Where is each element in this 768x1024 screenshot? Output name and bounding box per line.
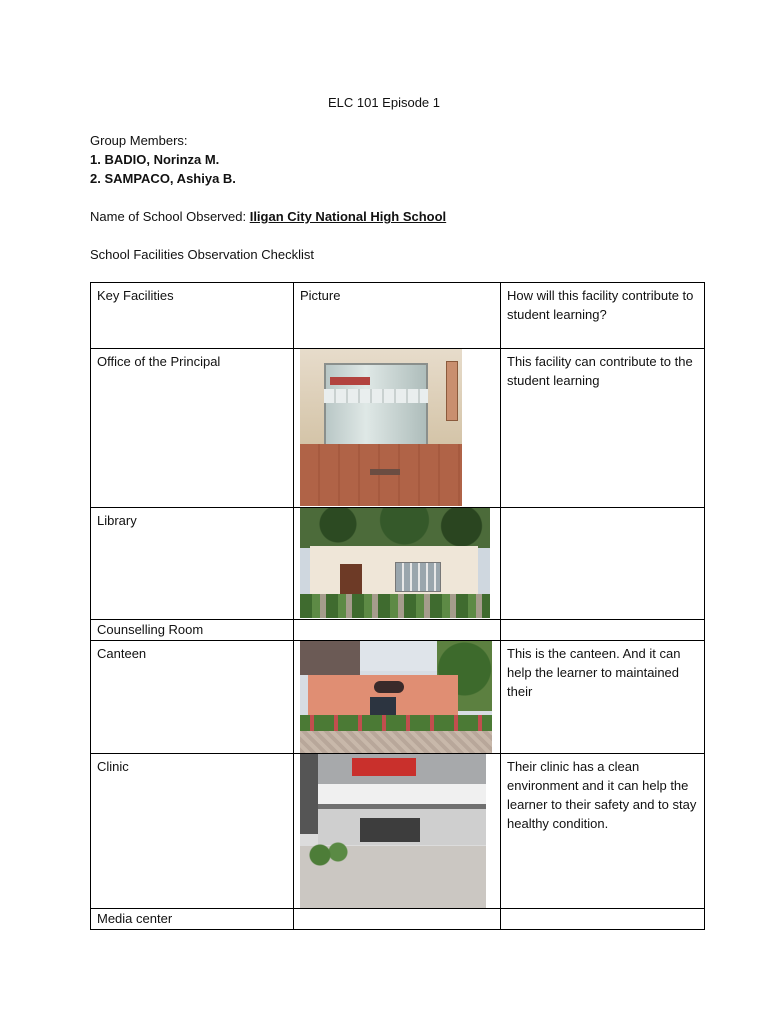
header-key-facilities: Key Facilities: [91, 283, 294, 349]
checklist-title: School Facilities Observation Checklist: [90, 247, 314, 262]
contribution-text: Their clinic has a clean environment and it can help the learner to their safety and to stay healthy condition.: [501, 754, 705, 909]
contribution-text: This is the canteen. And it can help the learner to maintained their: [501, 641, 705, 754]
header-picture: Picture: [294, 283, 501, 349]
facility-name: Clinic: [91, 754, 294, 909]
glass-door-office-photo: [300, 349, 462, 506]
table-row: [91, 909, 705, 930]
member-2: 2. SAMPACO, Ashiya B.: [90, 171, 236, 186]
document-title: ELC 101 Episode 1: [327, 95, 441, 110]
library-building-photo: [300, 508, 490, 618]
facility-name: Counselling Room: [91, 620, 294, 641]
picture-cell: [294, 641, 501, 754]
contribution-text: [501, 620, 705, 641]
contribution-text: [501, 909, 705, 930]
facilities-checklist-table: [90, 282, 705, 930]
table-row: [91, 620, 705, 641]
canteen-building-photo: [300, 641, 492, 753]
contribution-text: This facility can contribute to the student learning: [501, 349, 705, 508]
facility-name: Media center: [91, 909, 294, 930]
picture-cell: [294, 909, 501, 930]
table-row: [91, 754, 705, 909]
facility-name: Library: [91, 508, 294, 620]
header-contribution: How will this facility contribute to student learning?: [501, 283, 705, 349]
picture-cell: [294, 508, 501, 620]
facility-name: Office of the Principal: [91, 349, 294, 508]
table-row: [91, 349, 705, 508]
picture-cell: [294, 349, 501, 508]
member-1: 1. BADIO, Norinza M.: [90, 152, 220, 167]
table-row: [91, 508, 705, 620]
table-row: [91, 641, 705, 754]
school-observed-line: [90, 209, 446, 224]
clinic-building-photo: [300, 754, 486, 908]
picture-cell: [294, 754, 501, 909]
school-observed-label: Name of School Observed:: [90, 209, 247, 224]
group-members-label: Group Members:: [90, 133, 188, 148]
contribution-text: [501, 508, 705, 620]
school-name: Iligan City National High School: [249, 209, 447, 224]
facility-name: Canteen: [91, 641, 294, 754]
table-header-row: [91, 283, 705, 349]
picture-cell: [294, 620, 501, 641]
